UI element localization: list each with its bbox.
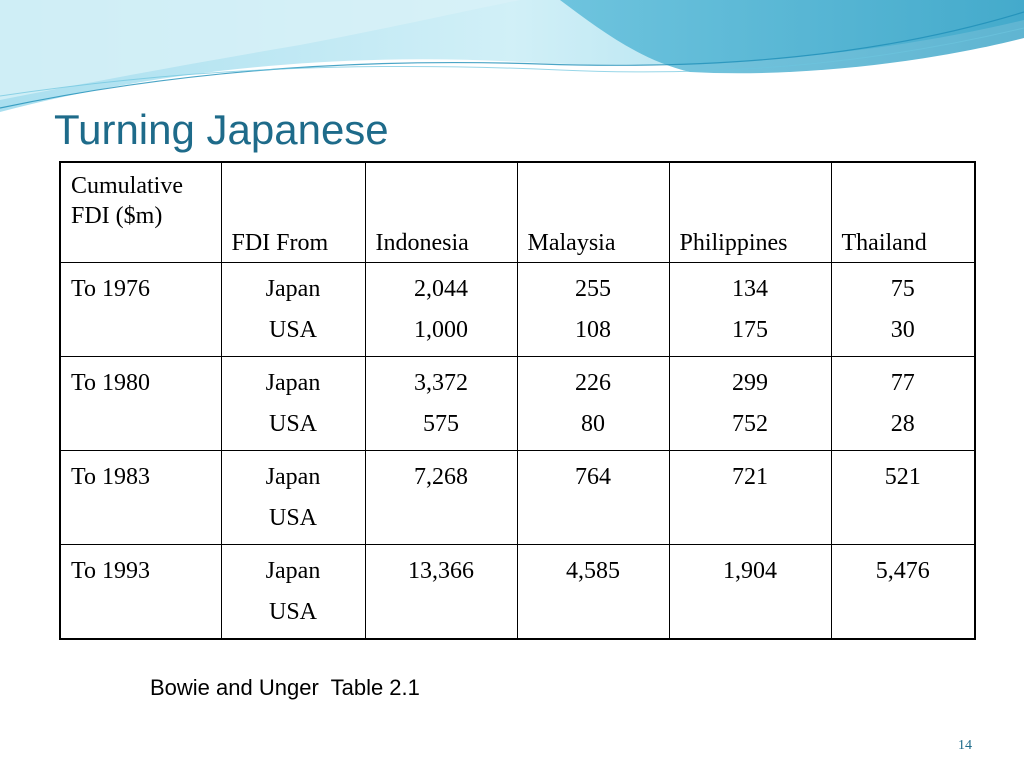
value-usa: 80 [581,411,605,437]
row-period: To 1980 [60,357,221,451]
header-cumulative-fdi [60,162,221,263]
value-usa: 1,000 [414,317,468,343]
value-japan: 226 [575,370,611,396]
cell-malaysia [517,545,669,640]
header-thailand: Thailand [831,162,975,263]
source-usa: USA [268,317,317,343]
slide-title: Turning Japanese [54,106,389,153]
value-usa: 108 [575,317,611,343]
cell-philippines [669,451,831,545]
cell-thailand [831,357,975,451]
cell-malaysia [517,357,669,451]
cell-thailand [831,451,975,545]
row-period: To 1976 [60,263,221,357]
row-period: To 1993 [60,545,221,640]
header-malaysia: Malaysia [517,162,669,263]
source-japan: Japan [265,276,321,302]
value-japan: 75 [890,276,915,302]
value-total: 521 [884,464,921,490]
value-usa: 28 [890,411,915,437]
value-total: 1,904 [723,558,777,584]
source-japan: Japan [265,558,321,584]
value-usa: 752 [732,411,768,437]
value-usa: 575 [423,411,459,437]
value-japan: 77 [890,370,915,396]
value-usa: 30 [890,317,915,343]
header-fdi-from: FDI From [221,162,365,263]
cell-thailand [831,263,975,357]
value-japan: 134 [732,276,768,302]
value-total: 721 [732,464,768,490]
cell-malaysia [517,263,669,357]
source-japan: Japan [265,464,321,490]
table-header-row [60,162,975,263]
table-row [60,451,975,545]
value-total: 764 [575,464,611,490]
cell-indonesia [365,545,517,640]
cell-philippines [669,357,831,451]
value-usa: 175 [732,317,768,343]
row-period: To 1983 [60,451,221,545]
source-usa: USA [268,505,317,531]
decorative-wave-banner [0,0,1024,120]
fdi-table [59,161,976,640]
value-japan: 299 [732,370,768,396]
header-philippines: Philippines [669,162,831,263]
value-total: 5,476 [875,558,930,584]
cell-malaysia [517,451,669,545]
cell-philippines [669,263,831,357]
source-usa: USA [268,599,317,625]
table-row [60,357,975,451]
value-total: 4,585 [566,558,620,584]
source-japan: Japan [265,370,321,396]
cell-thailand [831,545,975,640]
cell-philippines [669,545,831,640]
value-japan: 2,044 [414,276,468,302]
cell-indonesia [365,357,517,451]
value-total: 7,268 [414,464,468,490]
row-sources [221,451,365,545]
source-usa: USA [268,411,317,437]
value-japan: 3,372 [414,370,468,396]
page-number: 14 [958,738,972,753]
header-cumulative-line: Cumulative [71,173,183,199]
header-indonesia: Indonesia [365,162,517,263]
row-sources [221,263,365,357]
cell-indonesia [365,263,517,357]
cell-indonesia [365,451,517,545]
table-row [60,263,975,357]
header-cumulative-unit: FDI ($m) [71,203,163,229]
row-sources [221,357,365,451]
source-citation: Bowie and Unger Table 2.1 [150,675,420,700]
value-total: 13,366 [408,558,474,584]
table-row [60,545,975,640]
row-sources [221,545,365,640]
value-japan: 255 [575,276,611,302]
